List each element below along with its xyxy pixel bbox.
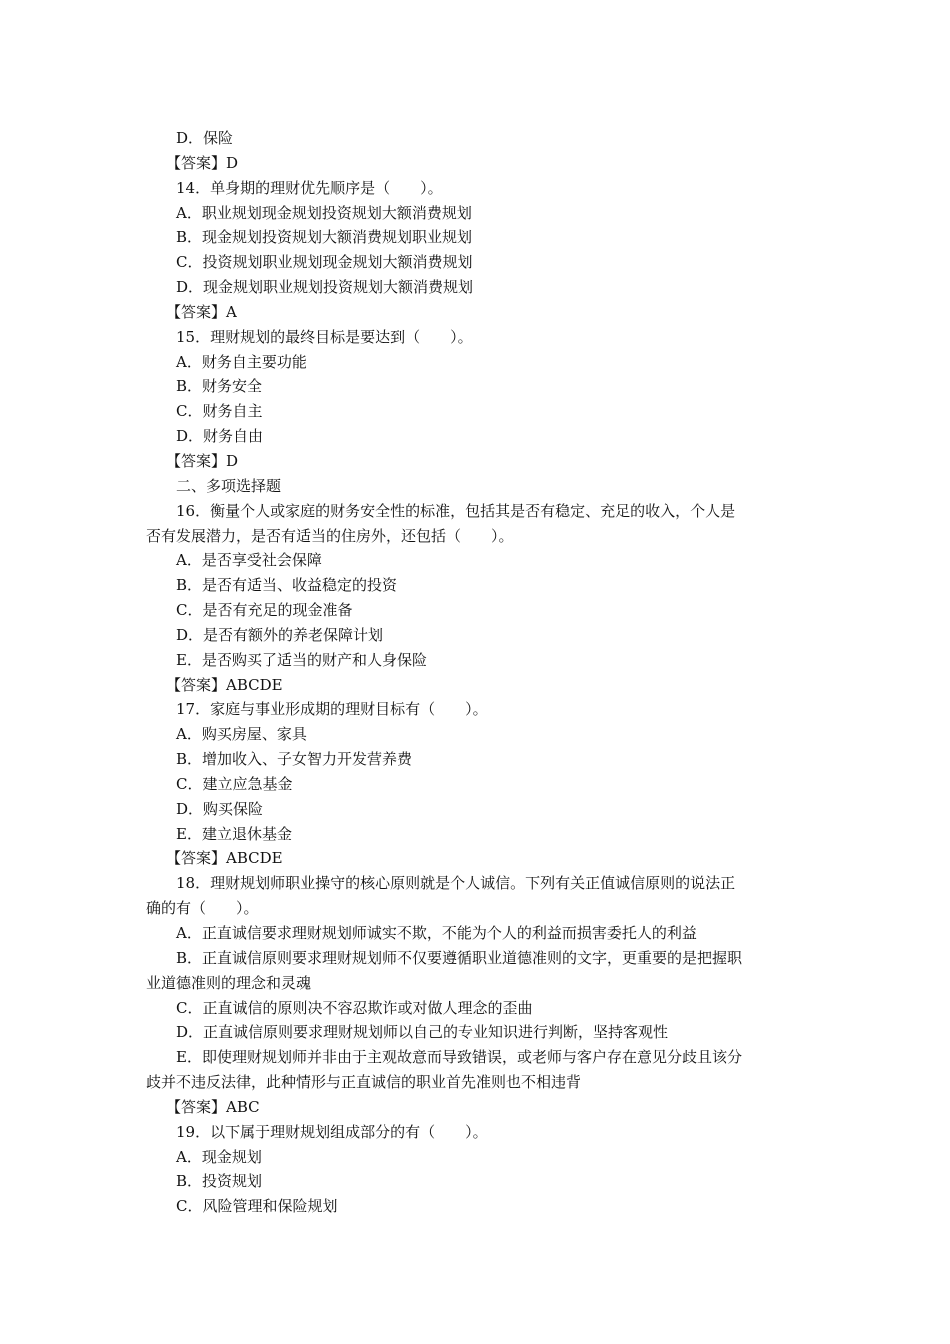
text-line: 16．衡量个人或家庭的财务安全性的标准，包括其是否有稳定、充足的收入，个人是 xyxy=(176,501,736,520)
text-line: 15．理财规划的最终目标是要达到（ ）。 xyxy=(176,327,473,346)
answer-line: 【答案】ABCDE xyxy=(166,849,283,868)
text-line: 19．以下属于理财规划组成部分的有（ ）。 xyxy=(176,1122,488,1141)
text-line: 14．单身期的理财优先顺序是（ ）。 xyxy=(176,178,443,197)
text-line: D．是否有额外的养老保障计划 xyxy=(176,625,384,644)
text-line: D．财务自由 xyxy=(176,427,264,446)
text-line: D．购买保险 xyxy=(176,799,264,818)
text-line: 17．家庭与事业形成期的理财目标有（ ）。 xyxy=(176,700,488,719)
text-line: C．投资规划职业规划现金规划大额消费规划 xyxy=(176,253,473,272)
text-line: C．是否有充足的现金准备 xyxy=(176,601,353,620)
text-line: 18．理财规划师职业操守的核心原则就是个人诚信。下列有关正值诚信原则的说法正 xyxy=(176,874,736,893)
text-line: B．是否有适当、收益稳定的投资 xyxy=(176,576,398,595)
text-line: A．财务自主要功能 xyxy=(176,352,307,371)
text-line: A．职业规划现金规划投资规划大额消费规划 xyxy=(176,203,472,222)
text-line: D．正直诚信原则要求理财规划师以自己的专业知识进行判断，坚持客观性 xyxy=(176,1023,669,1042)
text-line: A．是否享受社会保障 xyxy=(176,551,322,570)
text-line: C．风险管理和保险规划 xyxy=(176,1197,338,1216)
answer-line: 【答案】ABCDE xyxy=(166,675,283,694)
text-line: C．建立应急基金 xyxy=(176,774,293,793)
text-line: C．正直诚信的原则决不容忍欺诈或对做人理念的歪曲 xyxy=(176,998,533,1017)
text-line: B．增加收入、子女智力开发营养费 xyxy=(176,750,413,769)
text-line: A．现金规划 xyxy=(176,1147,262,1166)
answer-line: 【答案】A xyxy=(166,302,237,321)
text-line: B．正直诚信原则要求理财规划师不仅要遵循职业道德准则的文字，更重要的是把握职 xyxy=(176,948,743,967)
text-line: E．建立退休基金 xyxy=(176,824,292,843)
text-line: B．投资规划 xyxy=(176,1172,263,1191)
answer-line: 【答案】ABC xyxy=(166,1097,260,1116)
text-line: A．正直诚信要求理财规划师诚实不欺，不能为个人的利益而损害委托人的利益 xyxy=(176,924,697,942)
text-line: E．即使理财规划师并非由于主观故意而导致错误，或老师与客户存在意见分歧且该分 xyxy=(176,1048,742,1067)
text-line: A．购买房屋、家具 xyxy=(176,725,307,744)
text-line: 确的有（ ）。 xyxy=(146,899,259,918)
text-line: B．财务安全 xyxy=(176,377,263,396)
answer-line: 【答案】D xyxy=(166,153,239,172)
text-line: 歧并不违反法律，此种情形与正直诚信的职业首先准则也不相违背 xyxy=(146,1073,582,1092)
text-line: D．保险 xyxy=(176,129,234,147)
text-line: B．现金规划投资规划大额消费规划职业规划 xyxy=(176,228,473,247)
text-line: E．是否购买了适当的财产和人身保险 xyxy=(176,650,427,669)
text-line: 二、多项选择题 xyxy=(176,476,282,495)
text-line: 业道德准则的理念和灵魂 xyxy=(146,973,312,992)
answer-line: 【答案】D xyxy=(166,451,239,470)
document-page xyxy=(146,126,810,1219)
text-line: D．现金规划职业规划投资规划大额消费规划 xyxy=(176,278,474,297)
text-line: C．财务自主 xyxy=(176,402,263,421)
text-line: 否有发展潜力，是否有适当的住房外，还包括（ ）。 xyxy=(146,526,514,545)
